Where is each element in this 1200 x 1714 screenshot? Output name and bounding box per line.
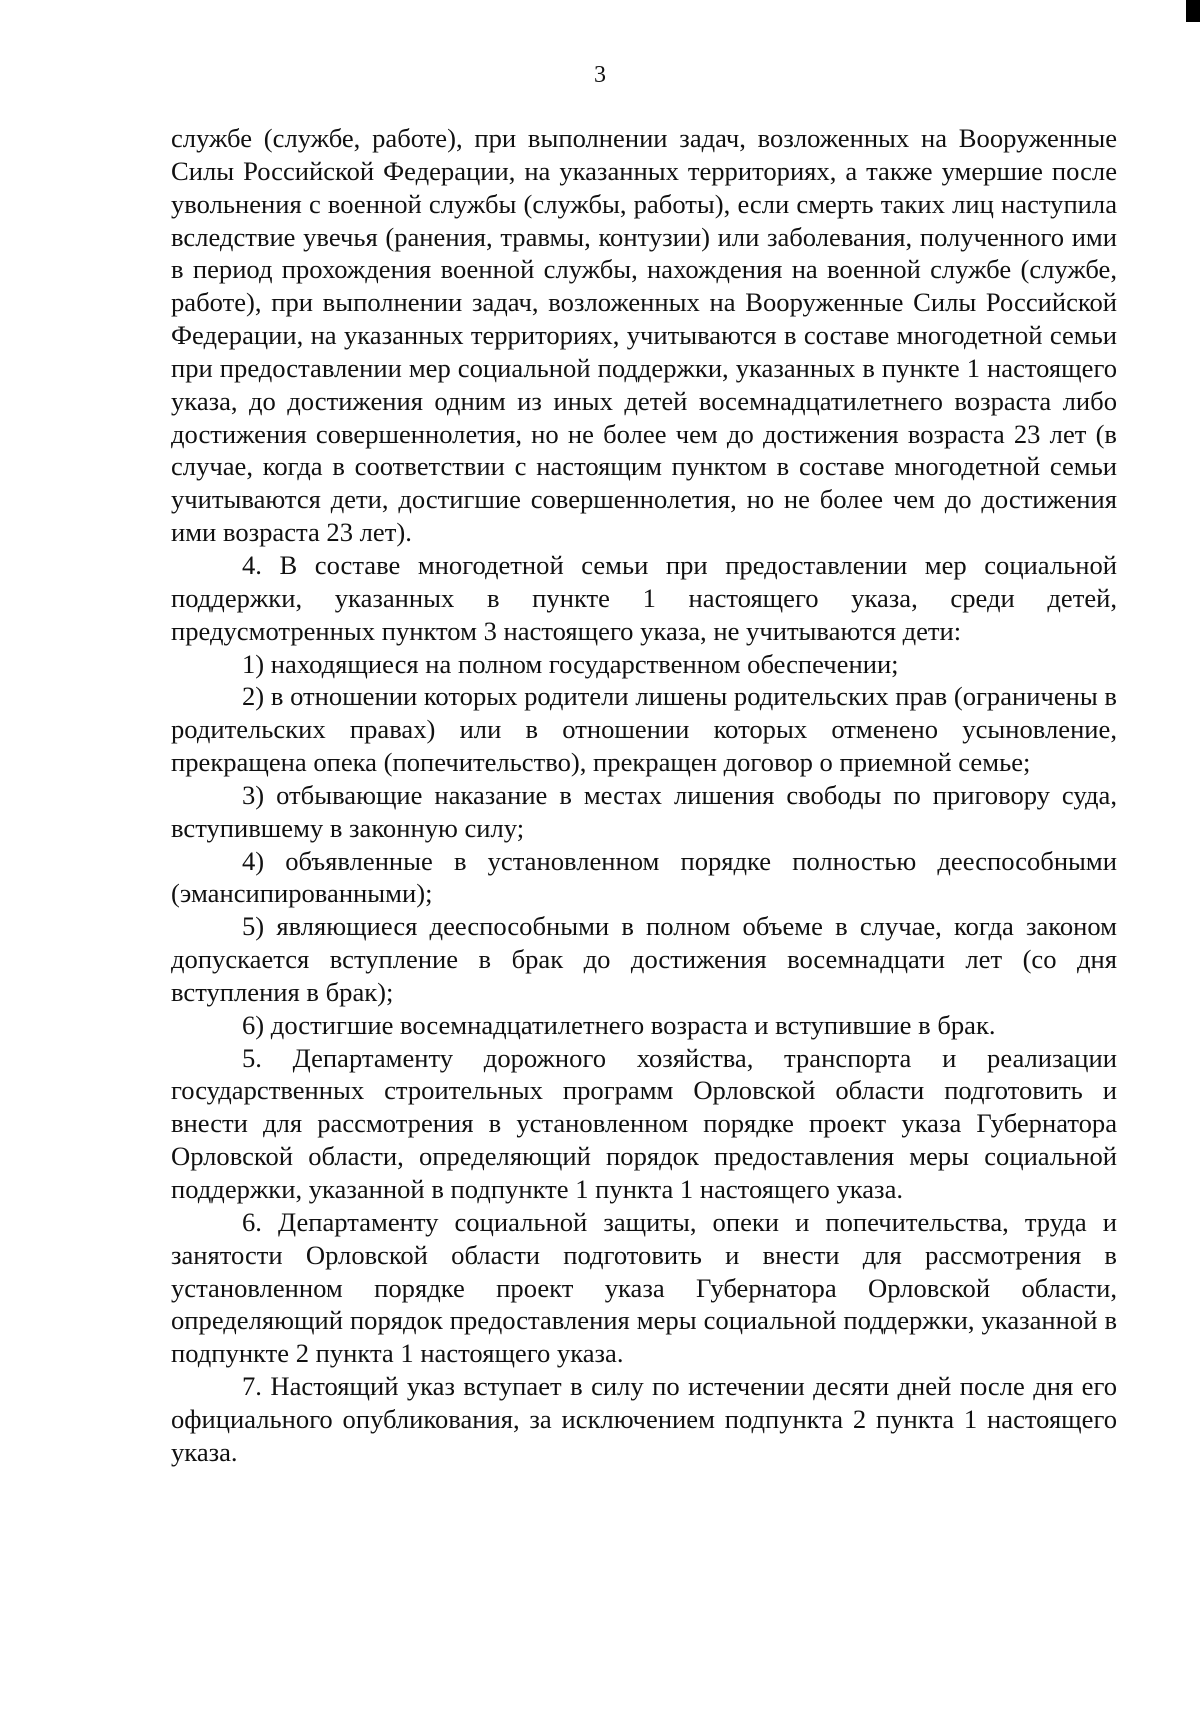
list-item-4-4: 4) объявленные в установленном порядке полностью дееспособными (эмансипированными); — [171, 845, 1117, 909]
list-item-4-5: 5) являющиеся дееспособными в полном объеме в случае, когда законом допускается вступление в брак до достижения восемнадцати лет (со дня вступления в брак); — [171, 911, 1117, 1007]
paragraph-continuation: службе (службе, работе), при выполнении задач, возложенных на Вооруженные Силы Российской Федерации, на указанных территориях, а также умершие после увольнения с военной службы (службы, работы), если смерть таких лиц наступила вследствие увечья (ранения, травмы, контузии) или заболевания, полученного ими в период прохождения военной службы, нахождения на военной службе (службе, работе), при выполнении задач, возложенных на Вооруженные Силы Российской Федерации, на указанных территориях, учитываются в составе многодетной семьи при предоставлении мер социальной поддержки, указанных в пункте 1 настоящего указа, до достижения одним из иных детей восемнадцатилетнего возраста либо достижения совершеннолетия, но не более чем до достижения возраста 23 лет (в случае, когда в соответствии с настоящим пунктом в составе многодетной семьи учитываются дети, достигшие совершеннолетия, но не более чем до достижения ими возраста 23 лет). — [171, 123, 1117, 548]
scan-edge-mark — [1186, 0, 1200, 22]
list-item-4-6: 6) достигшие восемнадцатилетнего возраста и вступившие в брак. — [242, 1009, 996, 1040]
paragraph-item-7: 7. Настоящий указ вступает в силу по истечении десяти дней после дня его официального опубликования, за исключением подпункта 2 пункта 1 настоящего указа. — [171, 1371, 1117, 1467]
paragraph-item-4: 4. В составе многодетной семьи при предоставлении мер социальной поддержки, указанных в пункте 1 настоящего указа, среди детей, предусмотренных пунктом 3 настоящего указа, не учитываются дети: — [171, 549, 1117, 646]
list-item-4-1: 1) находящиеся на полном государственном обеспечении; — [242, 648, 899, 679]
paragraph-item-5: 5. Департаменту дорожного хозяйства, транспорта и реализации государственных строительных программ Орловской области подготовить и внести для рассмотрения в установленном порядке проект указа Губернатора Орловской области, определяющий порядок предоставления меры социальной поддержки, указанной в подпункте 1 пункта 1 настоящего указа. — [171, 1042, 1117, 1204]
list-item-4-2: 2) в отношении которых родители лишены родительских прав (ограничены в родительских правах) или в отношении которых отменено усыновление, прекращена опека (попечительство), прекращен договор о приемной семье; — [171, 681, 1117, 778]
list-item-4-3: 3) отбывающие наказание в местах лишения свободы по приговору суда, вступившему в законную силу; — [171, 779, 1117, 843]
document-body — [171, 122, 1117, 1469]
page-number: 3 — [594, 62, 606, 88]
paragraph-item-6: 6. Департаменту социальной защиты, опеки и попечительства, труда и занятости Орловской области подготовить и внести для рассмотрения в установленном порядке проект указа Губернатора Орловской области, определяющий порядок предоставления меры социальной поддержки, указанной в подпункте 2 пункта 1 настоящего указа. — [171, 1206, 1117, 1369]
